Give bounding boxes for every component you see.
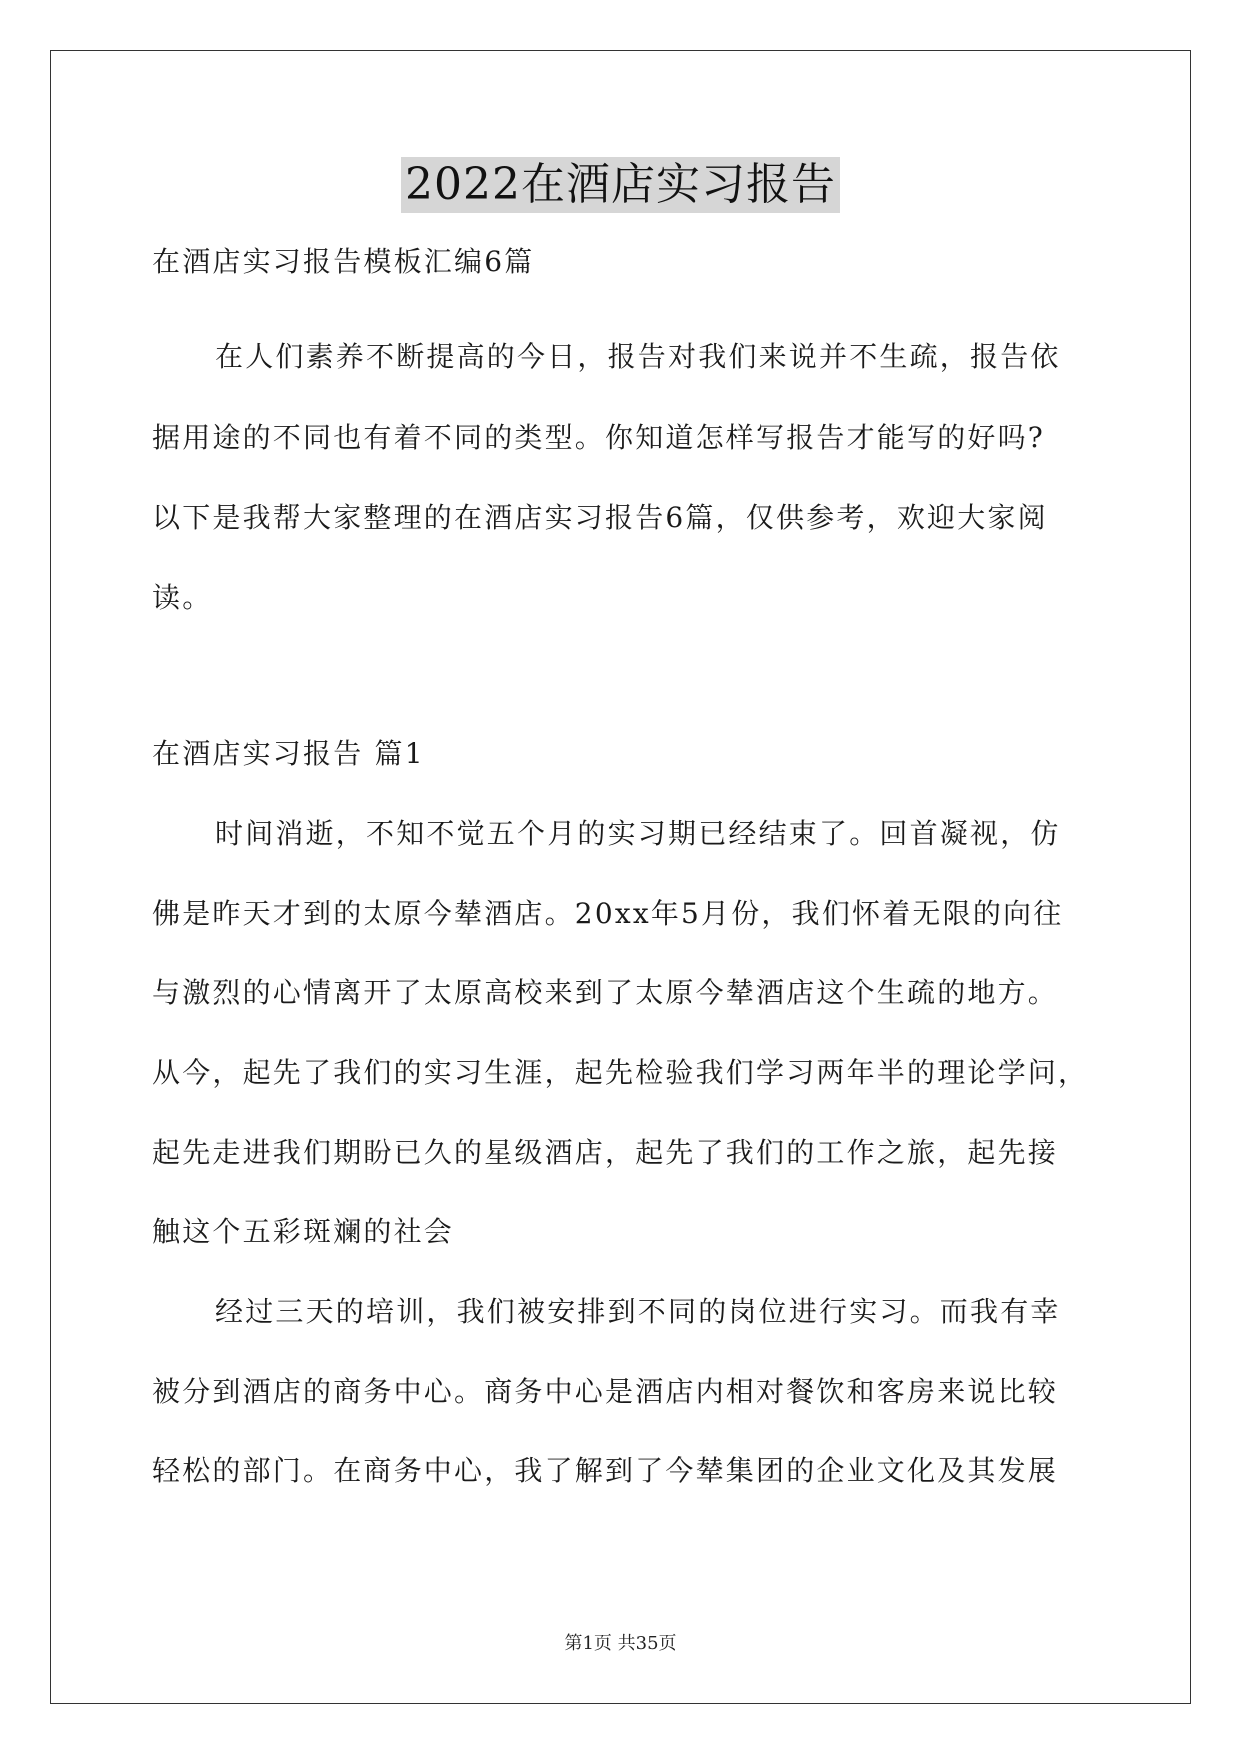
text-line[interactable]: 从今，起先了我们的实习生涯，起先检验我们学习两年半的理论学问， — [152, 1056, 1089, 1089]
text-line[interactable]: 佛是昨天才到的太原今辇酒店。20xx年5月份，我们怀着无限的向往 — [152, 897, 1064, 930]
text-line[interactable]: 时间消逝，不知不觉五个月的实习期已经结束了。回首凝视，仿 — [215, 817, 1061, 850]
text-line[interactable]: 在酒店实习报告 篇1 — [152, 737, 425, 770]
document-title[interactable]: 2022在酒店实习报告 — [401, 157, 840, 213]
text-line[interactable]: 以下是我帮大家整理的在酒店实习报告6篇，仅供参考，欢迎大家阅 — [152, 501, 1048, 534]
text-line[interactable]: 触这个五彩斑斓的社会 — [152, 1215, 455, 1248]
text-line[interactable]: 轻松的部门。在商务中心，我了解到了今辇集团的企业文化及其发展 — [152, 1454, 1059, 1487]
text-line[interactable]: 读。 — [152, 581, 213, 614]
text-line[interactable]: 据用途的不同也有着不同的类型。你知道怎样写报告才能写的好吗? — [152, 421, 1046, 454]
page-footer: 第1页 共35页 — [564, 1633, 677, 1654]
text-line[interactable]: 经过三天的培训，我们被安排到不同的岗位进行实习。而我有幸 — [215, 1295, 1061, 1328]
text-line[interactable]: 与激烈的心情离开了太原高校来到了太原今辇酒店这个生疏的地方。 — [152, 976, 1059, 1009]
text-line[interactable]: 在酒店实习报告模板汇编6篇 — [152, 245, 535, 278]
text-line[interactable]: 在人们素养不断提高的今日，报告对我们来说并不生疏，报告依 — [215, 340, 1061, 373]
text-line[interactable]: 起先走进我们期盼已久的星级酒店，起先了我们的工作之旅，起先接 — [152, 1136, 1059, 1169]
title-container — [0, 157, 1241, 213]
text-line[interactable]: 被分到酒店的商务中心。商务中心是酒店内相对餐饮和客房来说比较 — [152, 1375, 1059, 1408]
